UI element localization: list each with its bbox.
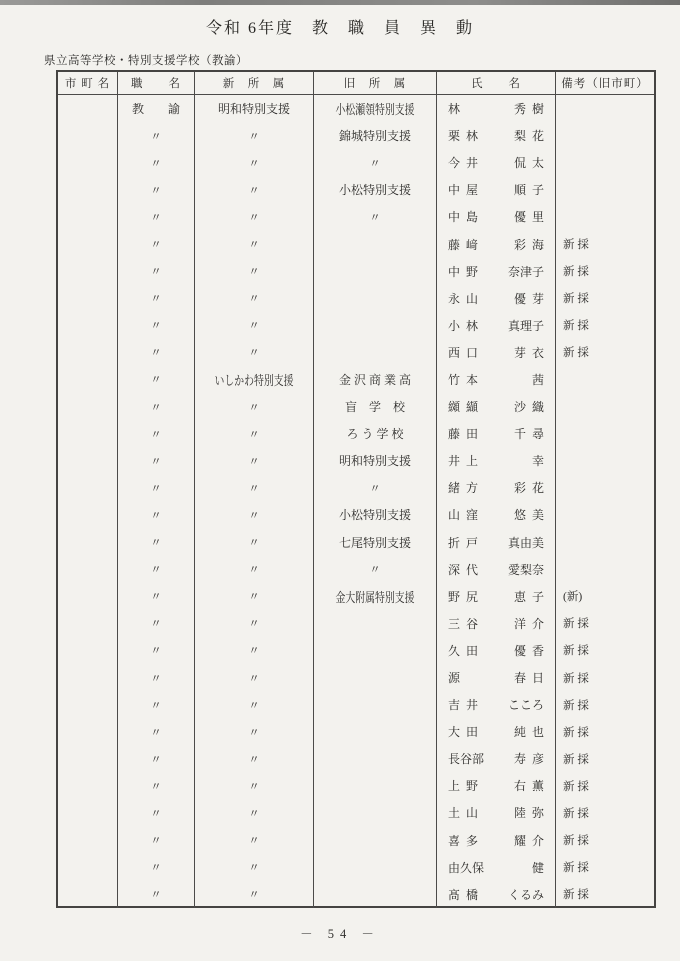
cell-old-affiliation [314,691,437,718]
name-given: 真理子 [507,318,544,333]
cell-old-affiliation [314,637,437,664]
cell-old-affiliation [314,339,437,366]
cell-remark [556,176,654,203]
cell-old-affiliation [314,258,437,285]
cell-city [58,664,118,691]
header-old-affiliation: 旧 所 属 [314,72,437,95]
name-given: 優香 [513,643,550,658]
cell-remark: 新 採 [563,293,589,306]
name-given: 沙織 [513,400,550,415]
cell-new-affiliation: 〃 [195,230,314,257]
cell-name [437,827,556,854]
cell-new-affiliation: 〃 [195,447,314,474]
name-given: 右薫 [513,779,550,794]
cell-position: 〃 [118,827,195,854]
cell-old-affiliation [314,854,437,881]
cell-new-affiliation: 〃 [195,637,314,664]
name-given: 優芽 [513,291,550,306]
cell-position: 〃 [118,393,195,420]
cell-position: 〃 [118,258,195,285]
cell-new-affiliation: 〃 [195,718,314,745]
cell-position: 〃 [118,664,195,691]
name-surname: 中屋 [448,183,485,198]
name-surname: 久田 [448,643,485,658]
cell-remark [556,529,654,556]
cell-new-affiliation: 〃 [195,393,314,420]
cell-old-affiliation: 〃 [314,556,437,583]
cell-position: 〃 [118,149,195,176]
cell-position: 〃 [118,312,195,339]
cell-old-affiliation: 〃 [314,149,437,176]
name-given: 寿彦 [513,752,550,767]
header-new-affiliation: 新 所 属 [195,72,314,95]
cell-position: 〃 [118,339,195,366]
cell-city [58,366,118,393]
cell-city [58,745,118,772]
header-city: 市 町 名 [58,72,118,95]
cell-name [437,230,556,257]
name-given: 彩海 [513,237,550,252]
cell-name [437,610,556,637]
cell-name [437,95,556,122]
cell-position: 〃 [118,556,195,583]
cell-position: 〃 [118,583,195,610]
name-given: 順子 [513,183,550,198]
cell-new-affiliation: 〃 [195,854,314,881]
cell-new-affiliation: 〃 [195,149,314,176]
name-given: 彩花 [513,481,550,496]
cell-position: 〃 [118,799,195,826]
cell-new-affiliation: 〃 [195,474,314,501]
header-position: 職 名 [118,72,195,95]
cell-city [58,556,118,583]
cell-remark: 新 採 [563,862,589,875]
cell-old-affiliation [314,610,437,637]
cell-name [437,583,556,610]
cell-remark: 新 採 [563,320,589,333]
cell-new-affiliation: 明和特別支援 [195,95,314,122]
cell-position: 〃 [118,366,195,393]
cell-new-affiliation: 〃 [195,556,314,583]
cell-position: 〃 [118,447,195,474]
name-surname: 緒方 [448,481,485,496]
name-given: 侃太 [513,156,550,171]
cell-city [58,203,118,230]
cell-position: 〃 [118,501,195,528]
cell-remark: 新 採 [563,239,589,252]
cell-new-affiliation: 〃 [195,745,314,772]
cell-city [58,881,118,908]
cell-name [437,718,556,745]
cell-city [58,420,118,447]
name-surname: 西口 [448,345,485,360]
cell-position: 〃 [118,610,195,637]
cell-name [437,772,556,799]
cell-new-affiliation: いしかわ特別支援 [195,366,314,393]
cell-position: 〃 [118,881,195,908]
scan-edge-artifact [0,0,680,5]
cell-old-affiliation: 小松特別支援 [314,501,437,528]
cell-position: 〃 [118,285,195,312]
cell-new-affiliation: 〃 [195,529,314,556]
cell-new-affiliation: 〃 [195,799,314,826]
name-surname: 深代 [448,562,485,577]
cell-position: 〃 [118,122,195,149]
cell-new-affiliation: 〃 [195,583,314,610]
cell-remark: 新 採 [563,835,589,848]
cell-remark: 新 採 [563,266,589,279]
cell-remark: 新 採 [563,618,589,631]
name-surname: 野尻 [448,589,485,604]
name-given: 洋介 [513,616,550,631]
name-surname: 中島 [448,210,485,225]
cell-remark [556,149,654,176]
cell-name [437,447,556,474]
cell-position: 〃 [118,230,195,257]
cell-old-affiliation [314,285,437,312]
cell-new-affiliation: 〃 [195,827,314,854]
name-surname: 井上 [448,454,485,469]
name-surname: 源 [448,671,461,686]
cell-new-affiliation: 〃 [195,312,314,339]
cell-old-affiliation: 小松瀬領特別支援 [314,95,437,122]
cell-position: 〃 [118,718,195,745]
cell-city [58,637,118,664]
name-given: こころ [507,698,544,713]
name-surname: 長谷部 [448,752,485,767]
cell-name [437,285,556,312]
cell-city [58,258,118,285]
cell-position: 〃 [118,854,195,881]
cell-name [437,745,556,772]
cell-new-affiliation: 〃 [195,339,314,366]
cell-name [437,854,556,881]
cell-old-affiliation: 小松特別支援 [314,176,437,203]
cell-remark: (新) [563,591,583,604]
cell-position: 〃 [118,474,195,501]
cell-name [437,474,556,501]
cell-remark: 新 採 [563,699,589,712]
cell-remark [556,393,654,420]
cell-city [58,176,118,203]
cell-name [437,664,556,691]
cell-new-affiliation: 〃 [195,285,314,312]
cell-city [58,691,118,718]
cell-city [58,149,118,176]
cell-old-affiliation [314,745,437,772]
cell-city [58,501,118,528]
page-number: － 54 － [300,927,380,941]
cell-city [58,529,118,556]
cell-position: 〃 [118,691,195,718]
cell-old-affiliation: 金 沢 商 業 高 [314,366,437,393]
cell-remark: 新 採 [563,780,589,793]
cell-city [58,393,118,420]
cell-city [58,854,118,881]
cell-old-affiliation [314,799,437,826]
name-given: 純也 [513,725,550,740]
cell-new-affiliation: 〃 [195,122,314,149]
cell-name [437,691,556,718]
cell-new-affiliation: 〃 [195,258,314,285]
name-given: 真由美 [507,535,544,550]
page-title: 令和 6年度 教 職 員 異 動 [205,20,474,37]
cell-name [437,312,556,339]
name-surname: 中野 [448,264,485,279]
cell-new-affiliation: 〃 [195,691,314,718]
cell-city [58,610,118,637]
cell-old-affiliation [314,881,437,908]
cell-new-affiliation: 〃 [195,664,314,691]
cell-remark [556,95,654,122]
cell-name [437,637,556,664]
cell-position: 〃 [118,420,195,447]
cell-name [437,881,556,908]
name-given: 芽衣 [513,345,550,360]
name-given: 愛梨奈 [507,562,544,577]
cell-old-affiliation [314,827,437,854]
name-given: 陸弥 [513,806,550,821]
cell-position: 〃 [118,529,195,556]
cell-name [437,149,556,176]
cell-new-affiliation: 〃 [195,176,314,203]
name-given: 幸 [531,454,544,469]
cell-city [58,122,118,149]
name-surname: 竹本 [448,372,485,387]
cell-old-affiliation: 〃 [314,474,437,501]
cell-remark: 新 採 [563,672,589,685]
cell-position: 〃 [118,176,195,203]
cell-name [437,556,556,583]
cell-city [58,827,118,854]
cell-new-affiliation: 〃 [195,881,314,908]
name-surname: 栗林 [448,129,485,144]
cell-position: 〃 [118,637,195,664]
name-surname: 三谷 [448,616,485,631]
cell-remark: 新 採 [563,645,589,658]
personnel-table [56,70,656,908]
name-surname: 山窪 [448,508,485,523]
cell-old-affiliation [314,664,437,691]
name-given: 千尋 [513,427,550,442]
cell-old-affiliation: 金大附属特別支援 [314,583,437,610]
name-surname: 大田 [448,725,485,740]
cell-name [437,203,556,230]
cell-name [437,339,556,366]
cell-old-affiliation: 七尾特別支援 [314,529,437,556]
name-surname: 纐纈 [448,400,485,415]
cell-new-affiliation: 〃 [195,501,314,528]
name-surname: 藤田 [448,427,485,442]
name-given: 悠美 [513,508,550,523]
name-given: 秀樹 [513,102,550,117]
cell-remark [556,420,654,447]
cell-new-affiliation: 〃 [195,420,314,447]
name-surname: 髙橋 [448,887,485,902]
cell-remark: 新 採 [563,753,589,766]
cell-remark: 新 採 [563,726,589,739]
cell-remark [556,556,654,583]
name-given: 健 [531,860,544,875]
cell-city [58,285,118,312]
cell-city [58,312,118,339]
cell-position: 教 諭 [118,95,195,122]
cell-name [437,366,556,393]
cell-old-affiliation [314,772,437,799]
cell-position: 〃 [118,203,195,230]
cell-remark [556,474,654,501]
cell-position: 〃 [118,772,195,799]
cell-old-affiliation [314,230,437,257]
cell-name [437,176,556,203]
cell-name [437,393,556,420]
cell-remark: 新 採 [563,807,589,820]
cell-new-affiliation: 〃 [195,772,314,799]
cell-name [437,501,556,528]
name-given: 恵子 [513,589,550,604]
name-given: 茜 [531,372,544,387]
cell-city [58,772,118,799]
name-surname: 折戸 [448,535,485,550]
cell-city [58,583,118,610]
cell-position: 〃 [118,745,195,772]
cell-city [58,718,118,745]
cell-old-affiliation: 明和特別支援 [314,447,437,474]
header-name: 氏 名 [437,72,556,95]
cell-name [437,799,556,826]
name-given: 奈津子 [507,264,544,279]
name-surname: 上野 [448,779,485,794]
cell-city [58,447,118,474]
cell-old-affiliation: ろ う 学 校 [314,420,437,447]
page-subtitle: 県立高等学校・特別支援学校（教諭） [44,55,248,67]
name-surname: 喜多 [448,833,485,848]
cell-remark: 新 採 [563,889,589,902]
name-given: 耀介 [513,833,550,848]
name-given: 梨花 [513,129,550,144]
header-remarks: 備考（旧市町） [556,72,654,95]
name-given: くるみ [507,887,544,902]
cell-remark [556,203,654,230]
cell-city [58,95,118,122]
cell-name [437,258,556,285]
cell-city [58,339,118,366]
cell-remark [556,501,654,528]
name-given: 春日 [513,671,550,686]
name-surname: 藤﨑 [448,237,485,252]
cell-old-affiliation: 錦城特別支援 [314,122,437,149]
name-given: 優里 [513,210,550,225]
name-surname: 小林 [448,318,485,333]
cell-old-affiliation [314,312,437,339]
cell-old-affiliation: 盲 学 校 [314,393,437,420]
cell-city [58,799,118,826]
cell-name [437,420,556,447]
cell-name [437,529,556,556]
name-surname: 林 [448,102,461,117]
cell-remark [556,447,654,474]
cell-old-affiliation [314,718,437,745]
cell-remark [556,366,654,393]
name-surname: 永山 [448,291,485,306]
name-surname: 今井 [448,156,485,171]
name-surname: 土山 [448,806,485,821]
cell-remark [556,122,654,149]
cell-new-affiliation: 〃 [195,203,314,230]
cell-name [437,122,556,149]
name-surname: 吉井 [448,698,485,713]
cell-city [58,230,118,257]
name-surname: 由久保 [448,860,485,875]
cell-old-affiliation: 〃 [314,203,437,230]
cell-remark: 新 採 [563,347,589,360]
cell-new-affiliation: 〃 [195,610,314,637]
cell-city [58,474,118,501]
